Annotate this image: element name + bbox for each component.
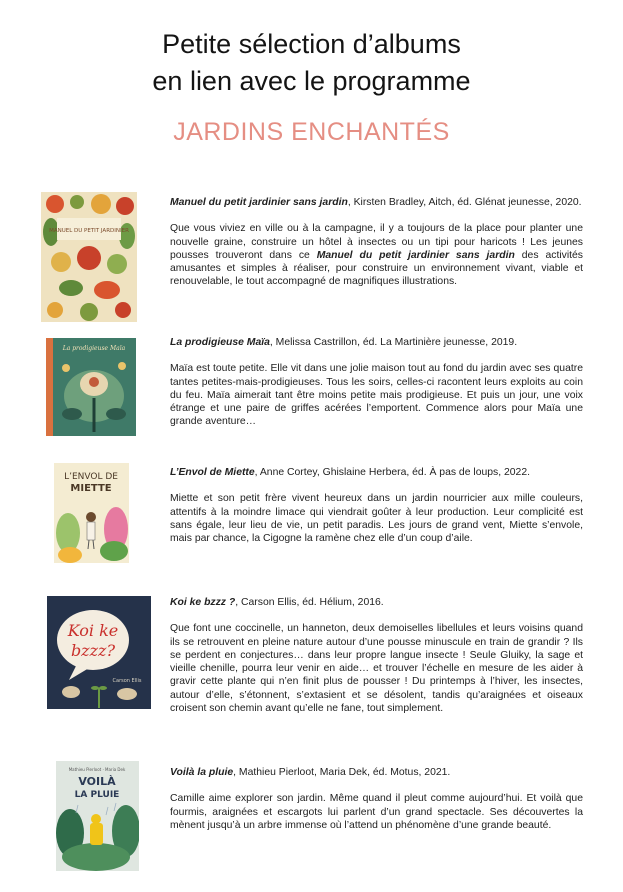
title-line-2: en lien avec le programme [152, 66, 471, 96]
book-cover-maia [46, 338, 136, 436]
book-credits: , Kirsten Bradley, Aitch, éd. Glénat jeunesse, 2020. [347, 197, 582, 208]
book-title: Voilà la pluie [170, 767, 234, 778]
svg-text:bzzz?: bzzz? [70, 641, 116, 660]
book-cover-voila-la-pluie [56, 761, 139, 871]
page-subtitle: JARDINS ENCHANTÉS [173, 118, 450, 146]
svg-text:La prodigieuse Maïa: La prodigieuse Maïa [62, 345, 126, 352]
book-description: Maïa est toute petite. Elle vit dans une jolie maison tout au fond du jardin avec ses quatre tantes petites-mais-prodigieuses. Tous les soirs, celles-ci racontent leurs exploits au coin du feu. Maïa aimerait tant être moins petite mais prodigieuse. Et puis un jour, une voix étrange et une paire de griffes acérées l’emportent. Commence alors pour Maïa une grande aventure… [170, 363, 583, 428]
description-part: des activités amusantes et simples à réaliser, pour construire un environnement vivant, viable et renouvelable, le tout accompagné de magnifiques illustrations. [170, 249, 584, 288]
book-credits: , Anne Cortey, Ghislaine Herbera, éd. À pas de loups, 2022. [254, 467, 530, 478]
description-emphasis: Manuel du petit jardinier sans jardin [316, 249, 515, 261]
svg-text:MANUEL DU PETIT JARDINIER: MANUEL DU PETIT JARDINIER [49, 228, 129, 234]
book-description: Que font une coccinelle, un hanneton, deux demoiselles libellules et leurs voisins quand ils se retrouvent en pleine nature autour d’une pousse minuscule en train de grandir ? Ils se perdent en conjectures… dans leur propre langue insecte ! Seule Gluiky, la sage et vieille chenille, pourra leur venir en aide… et trouver l’échelle en mesure de les aider à gravir cette plante qui n’en finit plus de pousser ! Du printemps à l’hiver, les insectes, autour d’elle, s’étonnent, s’extasient et se désolent, tandis qu’araignées et oiseaux croisent son chemin avant qu’elle ne fane, tout simplement. [170, 623, 583, 715]
book-credits: , Mathieu Pierloot, Maria Dek, éd. Motus, 2021. [233, 767, 451, 778]
book-cover-miette [54, 463, 129, 563]
svg-text:Mathieu Pierloot · Maria Dek: Mathieu Pierloot · Maria Dek [68, 767, 126, 772]
book-heading [170, 466, 583, 479]
book-title: Manuel du petit jardinier sans jardin [170, 197, 348, 208]
book-title: La prodigieuse Maïa [170, 337, 270, 348]
svg-text:Carson Ellis: Carson Ellis [112, 678, 142, 684]
svg-text:Koi ke: Koi ke [67, 621, 119, 640]
svg-text:L’ENVOL DE: L’ENVOL DE [64, 472, 118, 482]
book-heading [170, 196, 583, 209]
book-credits: , Melissa Castrillon, éd. La Martinière jeunesse, 2019. [269, 337, 518, 348]
description-part: Que vous viviez en ville ou à la campagne, il y a toujours de la place pour planter une nouvelle graine, construire un hôtel à insectes ou un tipi pour haricots ! Les jeunes pousses trouveront dans ce [170, 223, 583, 261]
book-title: L’Envol de Miette [170, 467, 255, 478]
book-description: Camille aime explorer son jardin. Même quand il pleut comme aujourd’hui. Et voilà que fourmis, araignées et escargots lui parlent d’un grand spectacle. Ses découvertes la mènent jusqu’à un arbre immense où l’attend un phénomène d’une grande beauté. [170, 793, 583, 831]
svg-text:MIETTE: MIETTE [70, 483, 112, 494]
book-title: Koi ke bzzz ? [170, 597, 236, 608]
svg-text:VOILÀ: VOILÀ [78, 775, 116, 788]
book-heading [170, 766, 583, 779]
book-heading [170, 336, 583, 349]
book-heading [170, 596, 583, 609]
book-cover-manuel [41, 192, 137, 322]
book-credits: , Carson Ellis, éd. Hélium, 2016. [235, 597, 384, 608]
book-cover-koi-ke-bzzz [47, 596, 151, 709]
title-line-1: Petite sélection d’albums [162, 29, 461, 59]
page-title [0, 26, 623, 100]
book-description [170, 222, 583, 288]
svg-text:LA PLUIE: LA PLUIE [74, 790, 120, 800]
book-description: Miette et son petit frère vivent heureux dans un jardin nourricier aux mille couleurs, attentifs à la moindre limace qui viendrait goûter à leur production. Leur complicité est sans égale, leur lieu de vie, un petit paradis. Les jours de grand vent, Miette s’envole, mais par chance, la Cigogne la ramène chez elle d’un coup d’aile. [170, 493, 583, 545]
